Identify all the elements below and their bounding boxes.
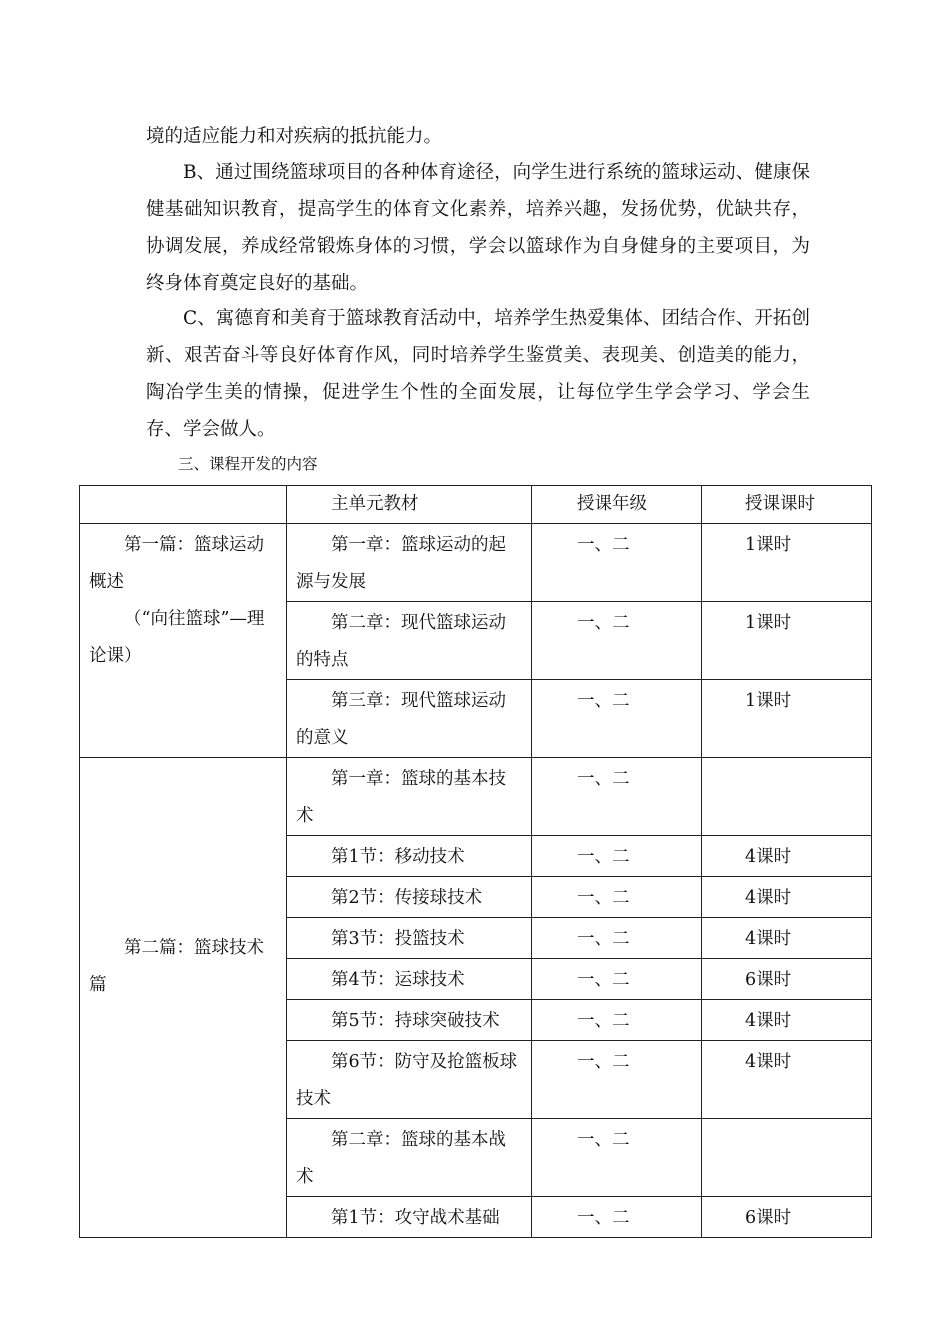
paragraph-c: C、寓德育和美育于篮球教育活动中，培养学生热爱集体、团结合作、开拓创新、艰苦奋斗等良好体育作风，同时培养学生鉴赏美、表现美、创造美的能力，陶冶学生美的情操，促进学生个性的全面发展，让每位学生学会学习、学会生存、学会做人。	[146, 308, 810, 440]
paragraph-continuation: 境的适应能力和对疾病的抵抗能力。	[146, 126, 443, 147]
unit-cell: 第二章：现代篮球运动的特点	[287, 602, 532, 680]
hours-cell: 1课时	[702, 602, 872, 680]
curriculum-table	[79, 485, 872, 1238]
hours-cell	[702, 758, 872, 836]
grade-cell: 一、二	[532, 1000, 702, 1041]
part1-cell	[80, 524, 287, 758]
unit-cell: 第三章：现代篮球运动的意义	[287, 680, 532, 758]
hours-cell	[702, 1119, 872, 1197]
grade-cell: 一、二	[532, 602, 702, 680]
hours-cell: 1课时	[702, 680, 872, 758]
grade-cell: 一、二	[532, 758, 702, 836]
unit-cell: 第4节：运球技术	[287, 959, 532, 1000]
unit-cell: 第1节：移动技术	[287, 836, 532, 877]
unit-cell: 第一章：篮球运动的起源与发展	[287, 524, 532, 602]
hours-cell: 4课时	[702, 918, 872, 959]
unit-cell: 第2节：传接球技术	[287, 877, 532, 918]
grade-cell: 一、二	[532, 836, 702, 877]
header-cell-unit: 主单元教材	[287, 486, 532, 524]
table-header-row	[80, 486, 872, 524]
unit-cell: 第一章：篮球的基本技术	[287, 758, 532, 836]
hours-cell: 4课时	[702, 877, 872, 918]
unit-cell: 第二章：篮球的基本战术	[287, 1119, 532, 1197]
grade-cell: 一、二	[532, 1197, 702, 1238]
grade-cell: 一、二	[532, 1119, 702, 1197]
part1-subtitle: （“向往篮球”—理论课）	[89, 609, 265, 666]
hours-cell: 4课时	[702, 1000, 872, 1041]
hours-cell: 6课时	[702, 1197, 872, 1238]
hours-cell: 6课时	[702, 959, 872, 1000]
unit-cell: 第5节：持球突破技术	[287, 1000, 532, 1041]
unit-cell: 第6节：防守及抢篮板球技术	[287, 1041, 532, 1119]
grade-cell: 一、二	[532, 877, 702, 918]
header-cell-grade: 授课年级	[532, 486, 702, 524]
header-cell-hours: 授课课时	[702, 486, 872, 524]
hours-cell: 1课时	[702, 524, 872, 602]
grade-cell: 一、二	[532, 1041, 702, 1119]
table-row	[80, 758, 872, 836]
unit-cell: 第1节：攻守战术基础	[287, 1197, 532, 1238]
part2-title: 第二篇：篮球技术篇	[89, 938, 264, 995]
unit-cell: 第3节：投篮技术	[287, 918, 532, 959]
grade-cell: 一、二	[532, 680, 702, 758]
paragraph-b: B、通过围绕篮球项目的各种体育途径，向学生进行系统的篮球运动、健康保健基础知识教育，提高学生的体育文化素养，培养兴趣，发扬优势，优缺共存，协调发展，养成经常锻炼身体的习惯，学会以篮球作为自身健身的主要项目，为终身体育奠定良好的基础。	[146, 162, 810, 294]
grade-cell: 一、二	[532, 959, 702, 1000]
part2-cell	[80, 758, 287, 1238]
section-heading: 三、课程开发的内容	[178, 455, 318, 473]
grade-cell: 一、二	[532, 524, 702, 602]
table-row	[80, 524, 872, 602]
hours-cell: 4课时	[702, 1041, 872, 1119]
hours-cell: 4课时	[702, 836, 872, 877]
grade-cell: 一、二	[532, 918, 702, 959]
part1-title: 第一篇：篮球运动概述	[89, 535, 264, 592]
header-cell-blank	[80, 486, 287, 524]
